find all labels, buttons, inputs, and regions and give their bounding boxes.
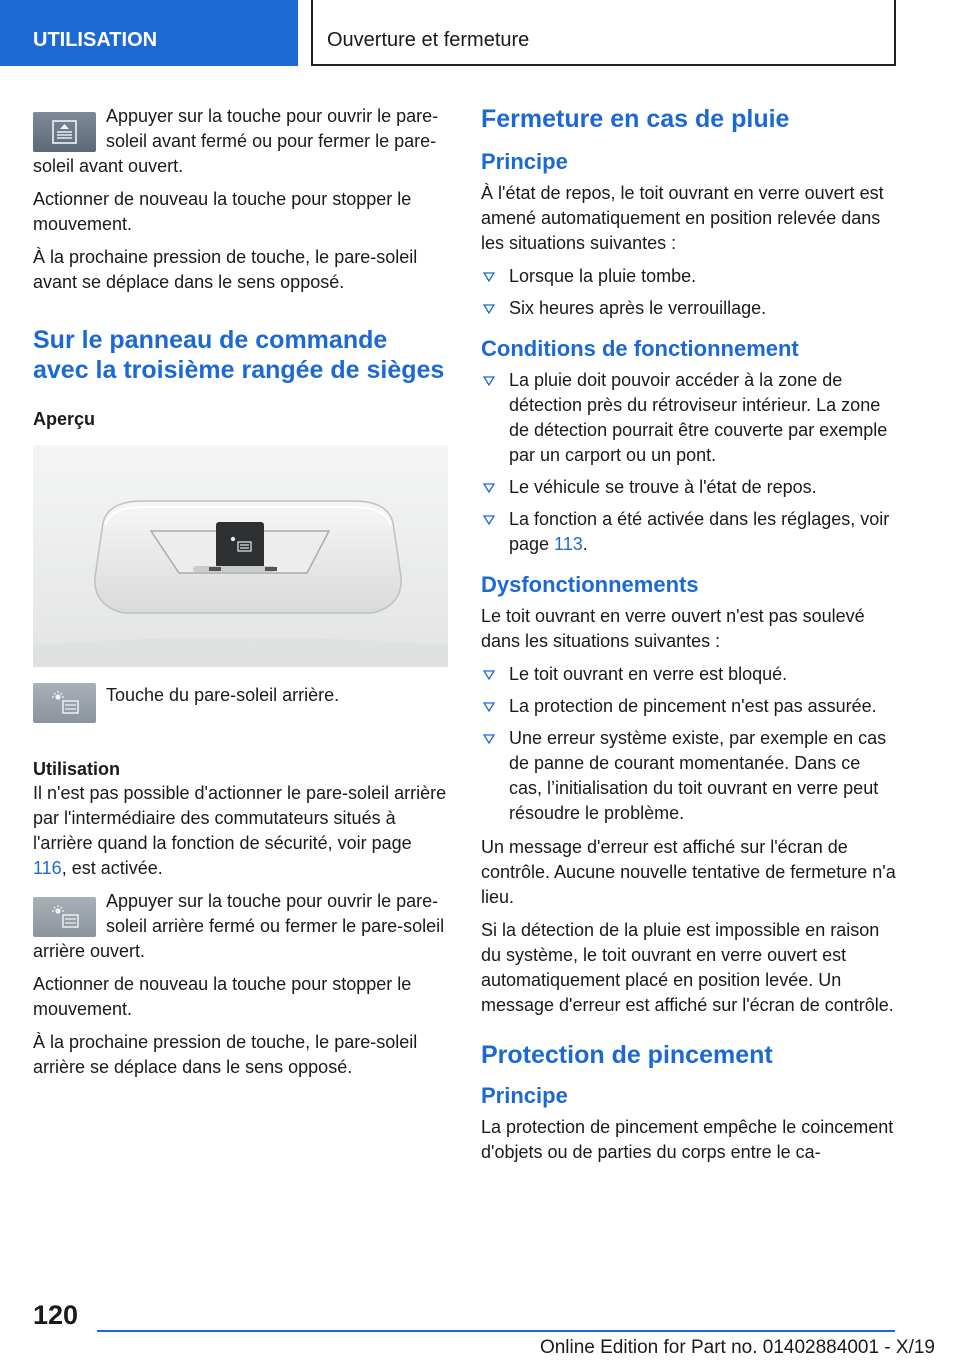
- pinch-principle-title: Principe: [481, 1083, 568, 1108]
- front-button-text: Appuyer sur la touche pour ouvrir le pare-soleil avant fermé ou pour fermer le pare-soleil avant ouvert.: [33, 106, 439, 176]
- usage-text-end: , est activée.: [61, 858, 163, 878]
- error-text-2: Si la détection de la pluie est impossible en raison du système, le toit ouvrant en verre ouvert est automatiquement placé en position levée. Un message d'erreur est affiché sur l'écran de contrôle.: [481, 920, 894, 1015]
- usage-label: Utilisation: [33, 759, 121, 779]
- triangle-bullet-icon: [483, 304, 495, 314]
- malfunctions-text: Le toit ouvrant en verre ouvert n'est pas soulevé dans les situations suivantes :: [481, 606, 865, 651]
- rear-sunshade-button-icon: [33, 683, 96, 723]
- front-sunshade-button-icon: [33, 112, 96, 152]
- list-item-text: [509, 509, 889, 554]
- caption-row: [33, 683, 448, 733]
- rear-repeat-text: Actionner de nouveau la touche pour stopper le mouvement.: [33, 974, 412, 1019]
- list-item-text: Lorsque la pluie tombe.: [509, 266, 697, 286]
- list-item: [481, 296, 896, 321]
- triangle-bullet-icon: [483, 515, 495, 525]
- rear-button-text: Appuyer sur la touche pour ouvrir le pare-soleil arrière fermé ou fermer le pare-soleil arrière ouvert.: [33, 891, 445, 961]
- overview-label: Aperçu: [33, 409, 96, 429]
- list-item: [481, 507, 896, 557]
- left-column: [33, 104, 448, 1088]
- triangle-bullet-icon: [483, 483, 495, 493]
- list-item-text-start: La fonction a été activée dans les réglages, voir page: [509, 509, 890, 554]
- front-button-paragraph: [33, 104, 448, 179]
- right-column: [481, 104, 896, 1173]
- page-number: 120: [33, 1300, 79, 1330]
- page-link-116[interactable]: 116: [33, 858, 62, 878]
- rain-closing-title: Fermeture en cas de pluie: [481, 105, 790, 133]
- rear-sunshade-button-icon: [33, 897, 96, 937]
- chapter-title: Ouverture et fermeture: [311, 0, 896, 66]
- front-repeat-text: Actionner de nouveau la touche pour stopper le mouvement.: [33, 189, 412, 234]
- list-item-text: La protection de pincement n'est pas assurée.: [509, 696, 877, 716]
- pinch-protection-title: Protection de pincement: [481, 1041, 773, 1069]
- error-text-1: Un message d'erreur est affiché sur l'écran de contrôle. Aucune nouvelle tentative de fermeture n'a lieu.: [481, 837, 896, 907]
- list-item-text: La pluie doit pouvoir accéder à la zone de détection près du rétroviseur intérieur. La zone de détection pourrait être couverte par exemple par un carport ou un pont.: [509, 370, 888, 465]
- edition-text: Online Edition for Part no. 01402884001 - X/19: [539, 1337, 935, 1358]
- list-item-text: Le toit ouvrant en verre est bloqué.: [509, 664, 788, 684]
- page-header: [0, 0, 960, 66]
- section-label: UTILISATION: [0, 0, 298, 66]
- list-item-text: Une erreur système existe, par exemple en cas de panne de courant momentanée. Dans ce cas, l’initialisation du toit ouvrant en verre peut résoudre le problème.: [509, 728, 887, 823]
- third-row-section-title: Sur le panneau de commande avec la troisième rangée de sièges: [33, 326, 445, 384]
- list-item: [481, 264, 896, 289]
- front-next-text: À la prochaine pression de touche, le pare-soleil avant se déplace dans le sens opposé.: [33, 247, 418, 292]
- principle-title: Principe: [481, 149, 568, 174]
- rear-button-paragraph: [33, 889, 448, 964]
- footer-divider: [97, 1330, 895, 1332]
- triangle-bullet-icon: [483, 734, 495, 744]
- malfunctions-title: Dysfonctionnements: [481, 572, 699, 597]
- list-item-text: Le véhicule se trouve à l'état de repos.: [509, 477, 817, 497]
- triangle-bullet-icon: [483, 376, 495, 386]
- principle-list: [481, 264, 896, 321]
- list-item: [481, 726, 896, 826]
- usage-text-start: Il n'est pas possible d'actionner le pare-soleil arrière par l'intermédiaire des commutateurs situés à l'arrière quand la fonction de sécurité, voir page: [33, 783, 447, 853]
- conditions-list: [481, 368, 896, 557]
- triangle-bullet-icon: [483, 702, 495, 712]
- malfunctions-list: [481, 662, 896, 826]
- rear-next-text: À la prochaine pression de touche, le pare-soleil arrière se déplace dans le sens opposé.: [33, 1032, 418, 1077]
- principle-text: À l'état de repos, le toit ouvrant en verre ouvert est amené automatiquement en position relevée dans les situations suivantes :: [481, 183, 884, 253]
- triangle-bullet-icon: [483, 670, 495, 680]
- list-item: [481, 475, 896, 500]
- pinch-text: La protection de pincement empêche le coincement d'objets ou de parties du corps entre le ca-: [481, 1117, 894, 1162]
- list-item: [481, 662, 896, 687]
- page-link-113[interactable]: 113: [554, 534, 583, 554]
- list-item-text-end: .: [582, 534, 588, 554]
- photo-caption: Touche du pare-soleil arrière.: [106, 685, 340, 705]
- list-item: [481, 694, 896, 719]
- triangle-bullet-icon: [483, 272, 495, 282]
- rear-control-panel-photo: [33, 445, 448, 667]
- conditions-title: Conditions de fonctionnement: [481, 336, 799, 361]
- list-item-text: Six heures après le verrouillage.: [509, 298, 767, 318]
- usage-text: [33, 781, 448, 881]
- list-item: [481, 368, 896, 468]
